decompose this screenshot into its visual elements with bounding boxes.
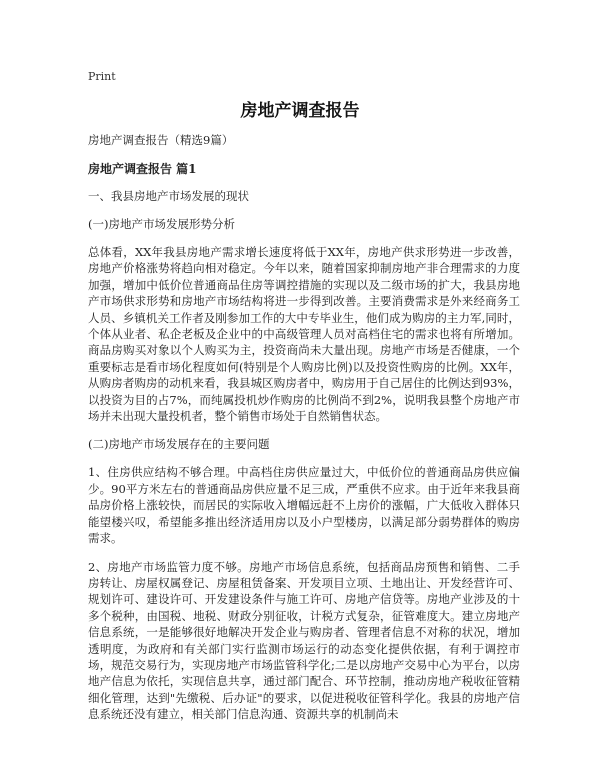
paragraph-supply-structure: 1、住房供应结构不够合理。中高档住房供应量过大，中低价位的普通商品房供应偏少。90平方米左右的普通商品房供应量不足三成，严重供不应求。由于近年来我县商品房价格上涨较快，而居民的实际收入增幅远赶不上房价的涨幅，广大低收入群体只能望楼兴叹，希望能多推出经济适用房以及小户型楼房，以满足部分弱势群体的购房需求。 bbox=[88, 465, 520, 546]
document-title: 房地产调查报告 bbox=[240, 101, 360, 121]
document-body bbox=[88, 132, 520, 735]
outline-heading-1: 一、我县房地产市场发展的现状 bbox=[88, 189, 249, 203]
paragraph-overview: 总体看，XX年我县房地产需求增长速度将低于XX年，房地产供求形势进一步改善，房地产价格涨势将趋向相对稳定。今年以来，随着国家抑制房地产非合理需求的力度加强，增加中低价位普通商品住房等调控措施的实现以及二级市场的扩大，我县房地产市场供求形势和房地产市场结构将进一步得到改善。主要消费需求是外来经商务工人员、乡镇机关工作者及刚参加工作的大中专毕业生，他们成为购房的主力军,同时，个体从业者、私企老板及企业中的中高级管理人员对高档住宅的需求也将有所增加。商品房购买对象以个人购买为主，投资商尚未大量出现。房地产市场是否健康，一个重要标志是看市场化程度如何(特别是个人购房比例)以及投资性购房的比例。XX年，从购房者购房的动机来看，我县城区购房者中，购房用于自己居住的比例达到93%，以投资为目的占7%，而纯属投机炒作购房的比例尚不到2%，说明我县整个房地产市场并未出现大量投机者，整个销售市场处于自然销售状态。 bbox=[88, 245, 520, 424]
outline-heading-2b: (二)房地产市场发展存在的主要问题 bbox=[88, 437, 270, 452]
paragraph-market-supervision: 2、房地产市场监管力度不够。房地产市场信息系统，包括商品房预售和销售、二手房转让、房屋权属登记、房屋租赁备案、开发项目立项、土地出让、开发经营许可、规划许可、建设许可、开发建设条件与施工许可、房地产信贷等。房地产业涉及的十多个税种，由国税、地税、财政分别征收，计税方式复杂，征管难度大。建立房地产信息系统，一是能够很好地解决开发企业与购房者、管理者信息不对称的状况，增加透明度，为政府和有关部门实行监测市场运行的动态变化提供依据，有利于调控市场，规范交易行为，实现房地产市场监管科学化;二是以房地产交易中心为平台，以房地产信息为依托，实现信息共享，通过部门配合、环节控制，推动房地产税收征管精细化管理，达到"先缴税、后办证"的要求，以促进税收征管科学化。我县的房地产信息系统还没有建立，相关部门信息沟通、资源共享的机制尚未 bbox=[88, 559, 520, 722]
document-subtitle: 房地产调查报告（精选9篇） bbox=[88, 133, 234, 147]
outline-heading-2a: (一)房地产市场发展形势分析 bbox=[88, 217, 235, 231]
section-heading: 房地产调查报告 篇1 bbox=[88, 162, 197, 176]
print-link[interactable]: Print bbox=[88, 70, 116, 83]
